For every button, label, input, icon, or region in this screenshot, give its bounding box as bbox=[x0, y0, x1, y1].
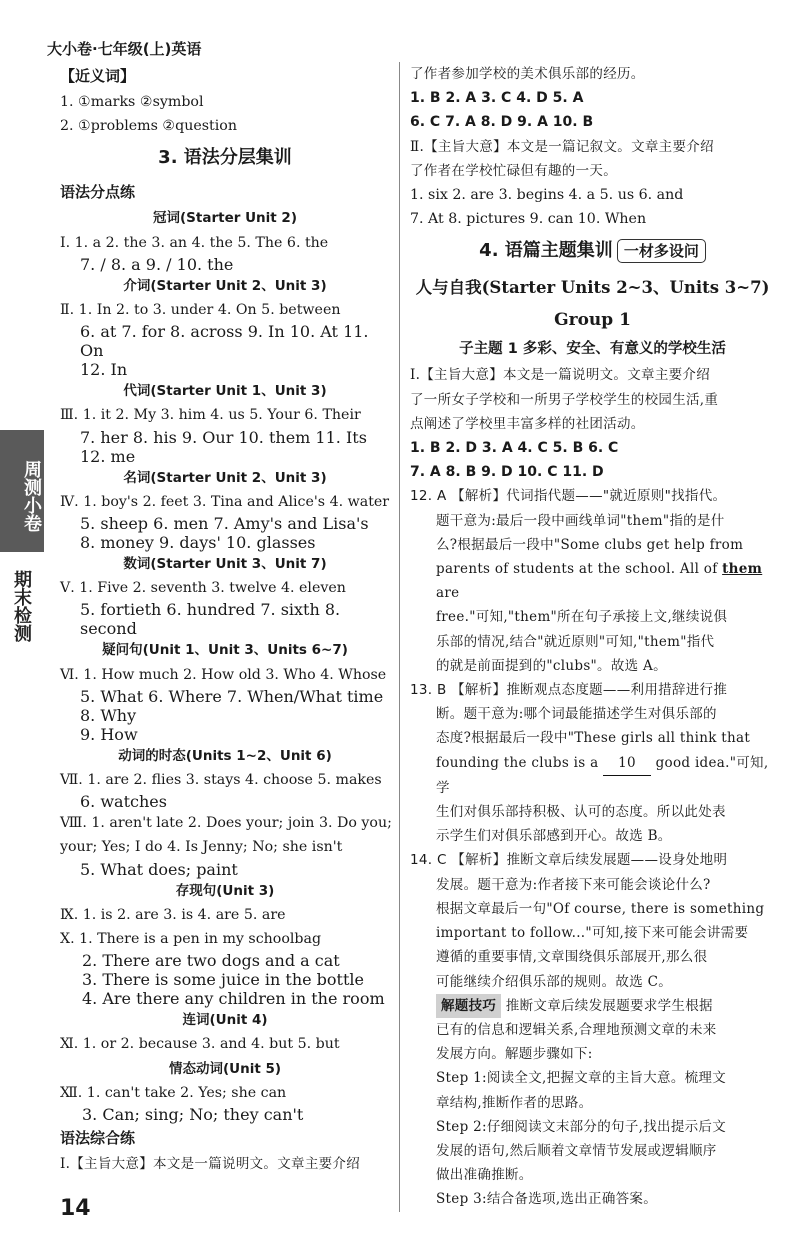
grammar-heading: 数词(Starter Unit 3、Unit 7) bbox=[123, 556, 327, 573]
q12-line: 的就是前面提到的"clubs"。故选 A。 bbox=[436, 657, 667, 674]
answer-line: 5. What does; paint bbox=[80, 859, 238, 879]
q14-head: 14. C 【解析】推断文章后续发展题——设身处地明 bbox=[410, 852, 728, 869]
answer-line: Ⅴ. 1. Five 2. seventh 3. twelve 4. eleven bbox=[60, 580, 346, 597]
subsection-heading: 语法综合练 bbox=[60, 1129, 136, 1148]
badge: 一材多设问 bbox=[617, 239, 706, 263]
answer-line: 1. ①marks ②symbol bbox=[60, 94, 204, 110]
answer-line: 8. money 9. days' 10. glasses bbox=[80, 533, 316, 553]
tips-first-line: 解题技巧 推断文章后续发展题要求学生根据 bbox=[436, 994, 775, 1018]
q14-line: 根据文章最后一句"Of course, there is something bbox=[436, 900, 765, 917]
tips-line: 章结构,推断作者的思路。 bbox=[436, 1094, 593, 1111]
answer-line: 4. Are there any children in the room bbox=[82, 989, 385, 1009]
tips-line: Step 3:结合备选项,选出正确答案。 bbox=[436, 1191, 658, 1208]
answer-line: 7. A 8. B 9. D 10. C 11. D bbox=[410, 464, 604, 481]
answer-line: 6. watches bbox=[80, 792, 167, 812]
q12-line: 乐部的情况,结合"就近原则"可知,"them"指代 bbox=[436, 633, 715, 650]
answer-line: 点阐述了学校里丰富多样的社团活动。 bbox=[410, 415, 645, 432]
tips-box bbox=[410, 994, 775, 1212]
theme-heading: 人与自我(Starter Units 2~3、Units 3~7) bbox=[415, 278, 770, 298]
grammar-heading: 冠词(Starter Unit 2) bbox=[153, 210, 297, 227]
tips-line: Step 1:阅读全文,把握文章的主旨大意。梳理文 bbox=[436, 1070, 727, 1087]
q13-line: founding the clubs is a 10 good idea."可知,学 bbox=[410, 751, 775, 800]
grammar-heading: 连词(Unit 4) bbox=[182, 1012, 268, 1029]
question-14 bbox=[410, 848, 775, 993]
grammar-heading: 疑问句(Unit 1、Unit 3、Units 6~7) bbox=[102, 642, 348, 659]
answer-line: Ⅺ. 1. or 2. because 3. and 4. but 5. but bbox=[60, 1036, 340, 1053]
answer-line: 了作者在学校忙碌但有趣的一天。 bbox=[410, 162, 617, 179]
tips-line: 发展的语句,然后顺着文章情节发展或逻辑顺序 bbox=[436, 1142, 717, 1159]
answer-line: 5. fortieth 6. hundred 7. sixth 8. second bbox=[80, 600, 341, 639]
answer-line: 12. In bbox=[80, 360, 128, 380]
q14-line: important to follow..."可知,接下来可能会讲需要 bbox=[436, 925, 749, 942]
answer-line: 3. Can; sing; No; they can't bbox=[82, 1105, 304, 1125]
answer-line: Ⅸ. 1. is 2. are 3. is 4. are 5. are bbox=[60, 906, 286, 923]
answer-line: Ⅶ. 1. are 2. flies 3. stays 4. choose 5. makes bbox=[60, 772, 382, 789]
answer-line: 6. C 7. A 8. D 9. A 10. B bbox=[410, 114, 594, 131]
subsection-heading: 【近义词】 bbox=[60, 67, 136, 85]
answer-line: 1. six 2. are 3. begins 4. a 5. us 6. and bbox=[410, 187, 684, 204]
answer-line: 2. ①problems ②question bbox=[60, 118, 237, 135]
grammar-heading: 情态动词(Unit 5) bbox=[168, 1060, 282, 1077]
answer-line: 7. At 8. pictures 9. can 10. When bbox=[410, 211, 647, 228]
group-heading: Group 1 bbox=[554, 310, 631, 331]
subtopic-heading: 子主题 1 多彩、安全、有意义的学校生活 bbox=[459, 341, 726, 358]
question-13 bbox=[410, 678, 775, 848]
answer-line: Ⅰ. 1. a 2. the 3. an 4. the 5. The 6. the bbox=[60, 234, 329, 251]
tips-line: 已有的信息和逻辑关系,合理地预测文章的未来 bbox=[436, 1021, 717, 1038]
running-header: 大小卷·七年级(上)英语 bbox=[47, 40, 202, 58]
answer-line: Ⅱ. 1. In 2. to 3. under 4. On 5. between bbox=[60, 302, 341, 319]
q12-line: parents of students at the school. All of them are bbox=[436, 561, 763, 602]
answer-line: 5. What 6. Where 7. When/What time 8. Why bbox=[80, 686, 384, 725]
answer-line: your; Yes; I do 4. Is Jenny; No; she isn't bbox=[60, 839, 343, 856]
question-12 bbox=[410, 484, 775, 678]
answer-line: 9. How bbox=[80, 724, 138, 744]
q14-line: 可能继续介绍俱乐部的规则。故选 C。 bbox=[436, 973, 673, 990]
answer-line: 12. me bbox=[80, 446, 136, 466]
q12-line: free."可知,"them"所在句子承接上文,继续说俱 bbox=[436, 609, 728, 626]
answer-line: 1. B 2. A 3. C 4. D 5. A bbox=[410, 90, 584, 107]
grammar-heading: 动词的时态(Units 1~2、Unit 6) bbox=[118, 747, 332, 764]
side-tab-final: 期末检测 bbox=[11, 570, 32, 642]
answer-line: 了作者参加学校的美术俱乐部的经历。 bbox=[410, 66, 645, 82]
tips-line: 发展方向。解题步骤如下: bbox=[436, 1046, 593, 1063]
q13-head: 13. B 【解析】推断观点态度题——利用措辞进行推 bbox=[410, 682, 728, 699]
left-column bbox=[60, 62, 390, 1176]
answer-line: Ⅻ. 1. can't take 2. Yes; she can bbox=[60, 1084, 287, 1101]
column-divider bbox=[399, 62, 400, 1212]
underlined-word: them bbox=[722, 561, 763, 578]
q12-head: 12. A 【解析】代词指代题——"就近原则"找指代。 bbox=[410, 488, 727, 505]
q12-line: 么?根据最后一段中"Some clubs get help from bbox=[436, 536, 744, 553]
section-title-4: 4. 语篇主题集训 一材多设问 bbox=[410, 231, 775, 271]
answer-line: Ⅰ.【主旨大意】本文是一篇说明文。文章主要介绍 bbox=[60, 1156, 361, 1173]
grammar-heading: 代词(Starter Unit 1、Unit 3) bbox=[123, 383, 327, 400]
subsection-heading: 语法分点练 bbox=[60, 183, 136, 202]
q14-line: 遵循的重要事情,文章围绕俱乐部展开,那么很 bbox=[436, 949, 708, 966]
answer-line: 3. There is some juice in the bottle bbox=[82, 970, 364, 990]
answer-line: Ⅱ.【主旨大意】本文是一篇记叙文。文章主要介绍 bbox=[410, 138, 714, 155]
q13-line: 态度?根据最后一段中"These girls all think that bbox=[436, 730, 751, 747]
side-tab-weekly: 周测小卷 bbox=[0, 430, 44, 552]
tips-line: Step 2:仔细阅读文末部分的句子,找出提示后文 bbox=[436, 1118, 727, 1135]
tips-label: 解题技巧 bbox=[436, 994, 501, 1018]
answer-line: Ⅲ. 1. it 2. My 3. him 4. us 5. Your 6. Their bbox=[60, 407, 361, 424]
grammar-heading: 介词(Starter Unit 2、Unit 3) bbox=[123, 277, 327, 294]
grammar-heading: 名词(Starter Unit 2、Unit 3) bbox=[123, 469, 327, 486]
page-number: 14 bbox=[60, 1196, 91, 1221]
blank-10: 10 bbox=[603, 751, 651, 776]
q13-line: 断。题干意为:哪个词最能描述学生对俱乐部的 bbox=[436, 706, 717, 723]
q13-line: 示学生们对俱乐部感到开心。故选 B。 bbox=[436, 828, 672, 845]
q14-line: 发展。题干意为:作者接下来可能会谈论什么? bbox=[436, 876, 711, 893]
tips-line: 做出准确推断。 bbox=[436, 1167, 533, 1184]
q12-line: 题干意为:最后一段中画线单词"them"指的是什 bbox=[436, 512, 725, 529]
answer-line: Ⅰ.【主旨大意】本文是一篇说明文。文章主要介绍 bbox=[410, 367, 711, 384]
answer-line: Ⅷ. 1. aren't late 2. Does your; join 3. Do you; bbox=[60, 815, 392, 832]
answer-line: Ⅳ. 1. boy's 2. feet 3. Tina and Alice's 4. water bbox=[60, 493, 390, 510]
answer-line: 1. B 2. D 3. A 4. C 5. B 6. C bbox=[410, 440, 619, 457]
answer-line: 2. There are two dogs and a cat bbox=[82, 951, 340, 971]
answer-line: Ⅹ. 1. There is a pen in my schoolbag bbox=[60, 931, 322, 948]
section-title: 3. 语法分层集训 bbox=[158, 147, 292, 169]
answer-line: 了一所女子学校和一所男子学校学生的校园生活,重 bbox=[410, 391, 719, 408]
answer-line: Ⅵ. 1. How much 2. How old 3. Who 4. Whose bbox=[60, 666, 387, 683]
grammar-heading: 存现句(Unit 3) bbox=[175, 882, 275, 899]
answer-line: 6. at 7. for 8. across 9. In 10. At 11. On bbox=[80, 322, 369, 361]
answer-line: 5. sheep 6. men 7. Amy's and Lisa's bbox=[80, 514, 369, 534]
answer-line: 7. ∕ 8. a 9. ∕ 10. the bbox=[80, 254, 234, 274]
q13-line: 生们对俱乐部持积极、认可的态度。所以此处表 bbox=[436, 804, 726, 821]
right-column bbox=[410, 62, 775, 1212]
answer-line: 7. her 8. his 9. Our 10. them 11. Its bbox=[80, 427, 367, 447]
